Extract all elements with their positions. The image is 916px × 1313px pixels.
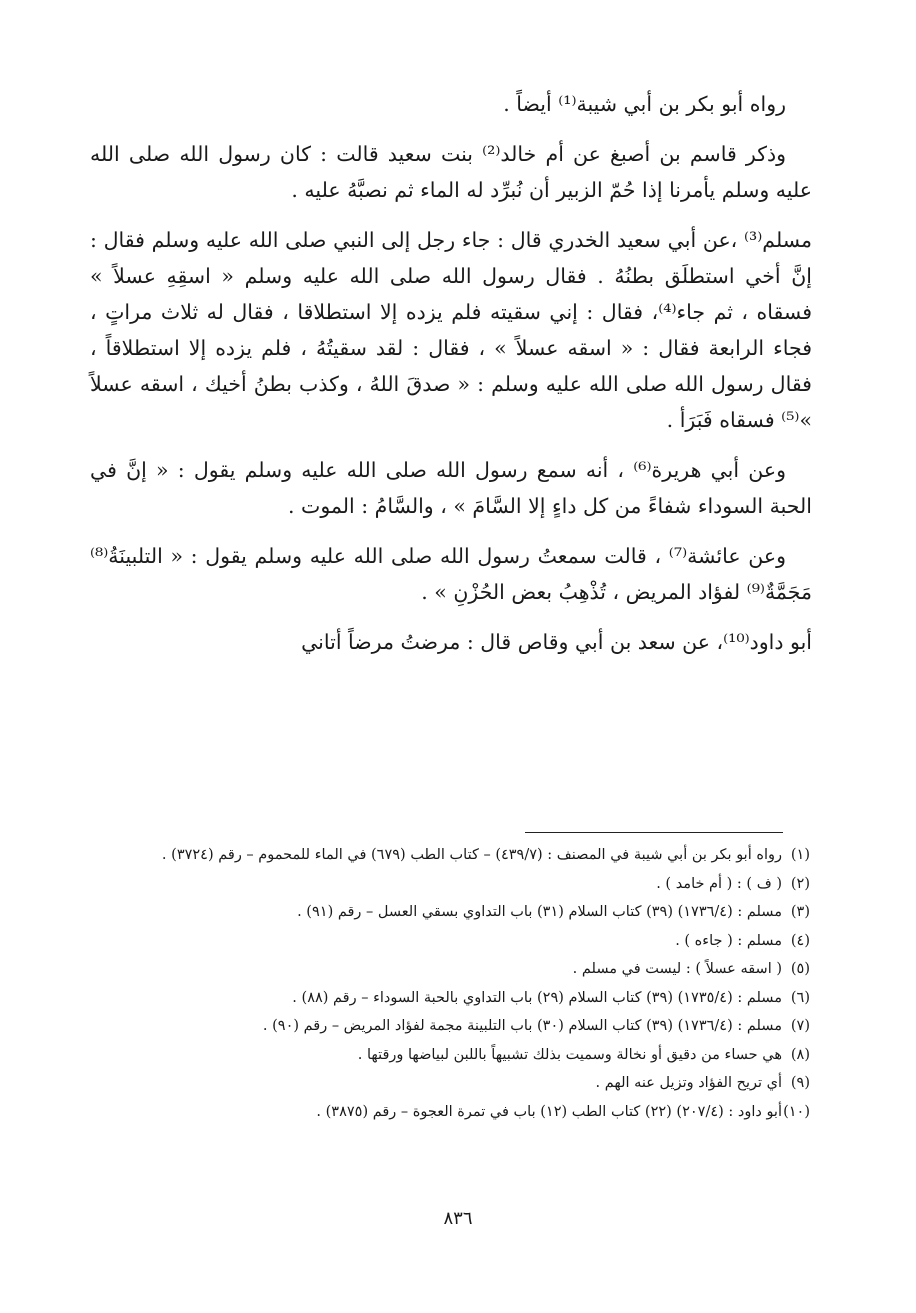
footnote-number: (٧)	[790, 1018, 810, 1034]
footnote-number: (٢)	[790, 875, 810, 892]
footnote-number: (١٠)	[783, 1103, 810, 1120]
footnote	[96, 1072, 810, 1095]
footnotes	[96, 844, 810, 1129]
paragraph: وذكر قاسم بن أصبغ عن أم خالد⁽²⁾ بنت سعيد قالت : كان رسول الله صلى الله عليه وسلم يأمرنا إذا حُمّ الزبير أن نُبرِّد له الماء ثم نصبَّهُ عليه .	[90, 142, 812, 202]
page-number: ٨٣٦	[443, 1208, 473, 1229]
footnote-number: (٨)	[790, 1046, 810, 1063]
footnote	[96, 930, 810, 953]
footnote-number: (١)	[790, 847, 810, 863]
footnote-number: (٦)	[790, 989, 810, 1006]
footnote-number: (٤)	[790, 932, 810, 949]
footnote-text: مسلم : (١٧٣٦/٤) (٣٩) كتاب السلام (٣١) باب التداوي بسقي العسل – رقم (٩١) .	[297, 904, 782, 920]
footnote-text: أي تريح الفؤاد وتزيل عنه الهم .	[595, 1075, 782, 1091]
footnote	[96, 873, 810, 896]
footnote	[96, 901, 810, 924]
footnote-text: رواه أبو بكر بن أبي شيبة في المصنف : (٤٣٩/٧) – كتاب الطب (٦٧٩) في الماء للمحموم – رقم (٣٧٢٤) .	[161, 847, 782, 863]
footnote	[96, 1015, 810, 1038]
footnote-text: ( ف ) : ( أم خامد ) .	[656, 875, 782, 892]
footnote-number: (٥)	[790, 961, 810, 977]
paragraph: أبو داود⁽¹⁰⁾، عن سعد بن أبي وقاص قال : مرضتُ مرضاً أتاني	[301, 630, 812, 654]
footnote	[96, 1044, 810, 1067]
footnote-text: مسلم : (١٧٣٥/٤) (٣٩) كتاب السلام (٢٩) باب التداوي بالحبة السوداء – رقم (٨٨) .	[292, 989, 782, 1006]
footnote-number: (٩)	[790, 1075, 810, 1091]
paragraph: وعن أبي هريرة⁽⁶⁾ ، أنه سمع رسول الله صلى الله عليه وسلم يقول : « إنَّ في الحبة السوداء شفاءً من كل داءٍ إلا السَّامَ » ، والسَّامُ : الموت .	[90, 458, 812, 518]
paragraph: رواه أبو بكر بن أبي شيبة⁽¹⁾ أيضاً .	[503, 92, 786, 116]
footnote-text: ( اسقه عسلاً ) : ليست في مسلم .	[572, 961, 782, 977]
footnote-separator	[525, 832, 783, 833]
paragraph: وعن عائشة⁽⁷⁾ ، قالت سمعتُ رسول الله صلى الله عليه وسلم يقول : « التلبينَةُ⁽⁸⁾ مَجَمَّةٌ⁽⁹⁾ لفؤاد المريض ، تُذْهِبُ بعض الحُزْنِ » .	[90, 544, 812, 604]
footnote-text: هي حساء من دقيق أو نخالة وسميت بذلك تشبيهاً باللبن لبياضها ورقتها .	[357, 1046, 782, 1063]
paragraph: مسلم⁽³⁾ ،عن أبي سعيد الخدري قال : جاء رجل إلى النبي صلى الله عليه وسلم فقال : إنَّ أخي استطلَق بطنُهُ . فقال رسول الله صلى الله عليه وسلم « اسقِهِ عسلاً » فسقاه ، ثم جاء⁽⁴⁾، فقال : إني سقيته فلم يزده إلا استطلاقا ، فقال له ثلاث مراتٍ ، فجاء الرابعة فقال : « اسقه عسلاً » ، فقال : لقد سقيتُهُ ، فلم يزده إلا استطلاقاً ، فقال رسول الله صلى الله عليه وسلم : « صدقَ اللهُ ، وكذب بطنُ أخيك ، اسقه عسلاً »⁽⁵⁾ فسقاه فَبَرَأ .	[90, 228, 812, 432]
footnote	[96, 844, 810, 867]
footnote	[96, 987, 810, 1010]
footnote-text: أبو داود : (٢٠٧/٤) (٢٢) كتاب الطب (١٢) باب في تمرة العجوة – رقم (٣٨٧٥) .	[316, 1103, 782, 1120]
footnote-text: مسلم : ( جاءه ) .	[675, 932, 782, 949]
main-text	[90, 86, 812, 674]
footnote-text: مسلم : (١٧٣٦/٤) (٣٩) كتاب السلام (٣٠) باب التلبينة مجمة لفؤاد المريض – رقم (٩٠) .	[262, 1018, 782, 1034]
footnote	[96, 958, 810, 981]
footnote-number: (٣)	[790, 904, 810, 920]
footnote	[96, 1101, 810, 1124]
